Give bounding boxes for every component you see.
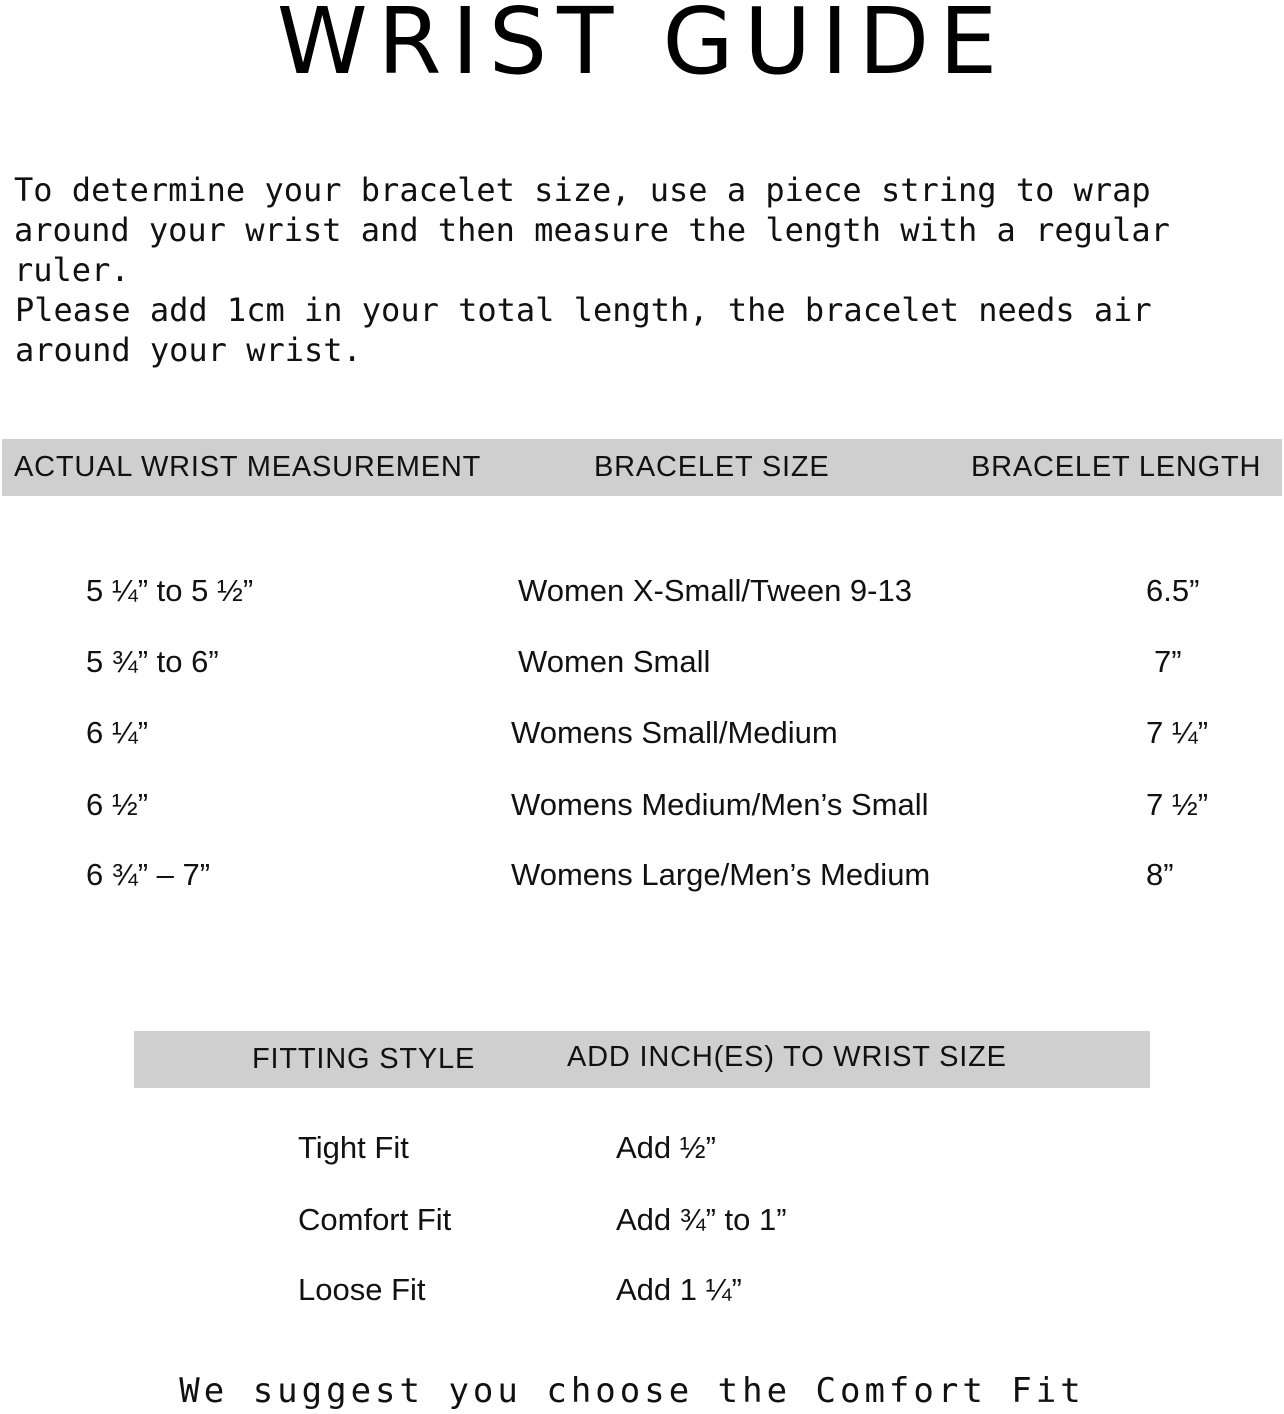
bracelet-size-cell: Womens Large/Men’s Medium	[511, 857, 931, 892]
wrist-measurement-cell: 5 ¼” to 5 ½”	[86, 573, 254, 608]
bracelet-length-cell: 8”	[1146, 857, 1174, 892]
bracelet-size-cell: Womens Medium/Men’s Small	[511, 787, 929, 822]
header-bracelet-length: BRACELET LENGTH	[971, 451, 1262, 483]
bracelet-length-cell: 7 ½”	[1146, 787, 1209, 822]
wrist-measurement-cell: 6 ¾” – 7”	[86, 857, 211, 892]
header-fitting-style: FITTING STYLE	[252, 1043, 476, 1075]
header-add-inches: ADD INCH(ES) TO WRIST SIZE	[567, 1041, 1007, 1073]
fitting-style-cell: Comfort Fit	[298, 1202, 452, 1237]
header-actual-wrist-measurement: ACTUAL WRIST MEASUREMENT	[14, 451, 482, 483]
bracelet-length-cell: 6.5”	[1146, 573, 1200, 608]
bracelet-size-cell: Womens Small/Medium	[511, 715, 838, 750]
header-bracelet-size: BRACELET SIZE	[594, 451, 830, 483]
bracelet-length-cell: 7”	[1154, 644, 1182, 679]
added-inches-cell: Add ¾” to 1”	[616, 1202, 787, 1237]
recommendation-footer: We suggest you choose the Comfort Fit	[179, 1371, 1085, 1411]
fitting-style-cell: Loose Fit	[298, 1272, 426, 1307]
bracelet-length-cell: 7 ¼”	[1146, 715, 1209, 750]
wrist-measurement-cell: 6 ¼”	[86, 715, 149, 750]
added-inches-cell: Add 1 ¼”	[616, 1272, 742, 1307]
bracelet-size-cell: Women Small	[518, 644, 711, 679]
wrist-measurement-cell: 6 ½”	[86, 787, 149, 822]
added-inches-cell: Add ½”	[616, 1130, 716, 1165]
intro-instructions: To determine your bracelet size, use a piece string to wrap around your wrist and then measure the length with a regular ruler.	[14, 171, 1170, 289]
bracelet-size-cell: Women X-Small/Tween 9-13	[518, 573, 912, 608]
page-title: WRIST GUIDE	[276, 0, 1008, 95]
wrist-measurement-cell: 5 ¾” to 6”	[86, 644, 219, 679]
fitting-style-cell: Tight Fit	[298, 1130, 409, 1165]
intro-note: Please add 1cm in your total length, the bracelet needs air around your wrist.	[15, 291, 1152, 369]
